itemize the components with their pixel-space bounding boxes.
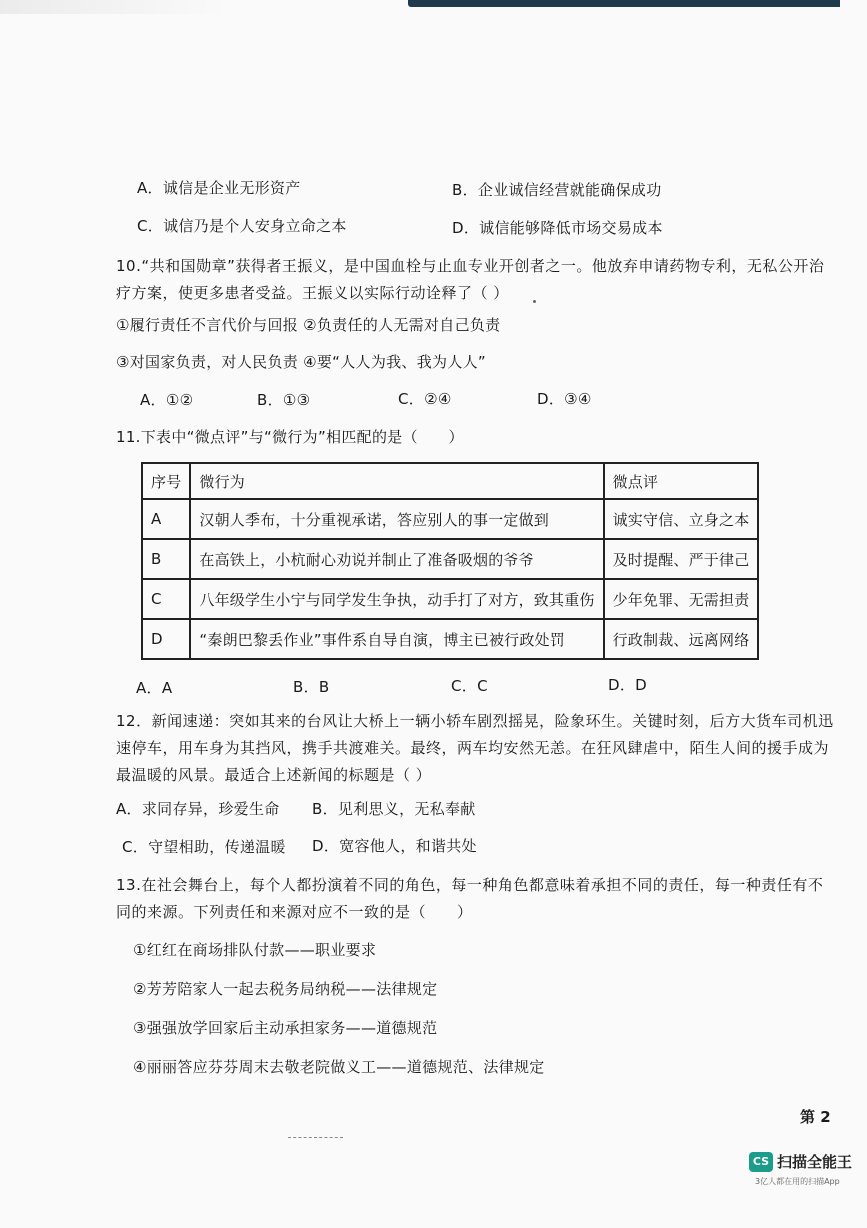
q13-item-4: ④丽丽答应芬芬周末去敬老院做义工——道德规范、法律规定: [133, 1058, 545, 1076]
scan-dashes: [288, 1137, 343, 1138]
header-number: 序号: [142, 463, 190, 499]
q13-item-2: ②芳芳陪家人一起去税务局纳税——法律规定: [133, 980, 438, 998]
q12-option-d: D．宽容他人，和谐共处: [312, 837, 477, 855]
q10-option-d: D．③④: [537, 390, 592, 408]
q11-option-b: B．B: [293, 678, 330, 696]
q9-option-d: D．诚信能够降低市场交易成本: [452, 219, 663, 237]
q13-item-1: ①红红在商场排队付款——职业要求: [133, 941, 377, 959]
header-behavior: 微行为: [190, 463, 603, 499]
q10-stem: 10.“共和国勋章”获得者王振义，是中国血栓与止血专业开创者之一。他放弃申请药物专利，无私公开治疗方案，使更多患者受益。王振义以实际行动诠释了（ ）: [116, 257, 825, 302]
camscanner-logo-icon: CS: [749, 1152, 773, 1172]
table-row: [142, 499, 758, 539]
q11-option-a: A．A: [136, 679, 173, 697]
row-comment: 诚实守信、立身之本: [604, 499, 759, 539]
row-comment: 行政制裁、远离网络: [604, 619, 759, 659]
table-header-row: [142, 463, 758, 499]
q11-table: [141, 462, 759, 660]
q11-option-d: D．D: [608, 676, 648, 694]
watermark-brand: 扫描全能王: [777, 1153, 853, 1171]
q11-stem: 11.下表中“微点评”与“微行为”相匹配的是（ ）: [116, 428, 464, 446]
row-number: D: [142, 619, 190, 659]
q10-option-a: A．①②: [140, 391, 194, 409]
q9-option-a: A．诚信是企业无形资产: [137, 179, 301, 197]
q12-option-b: B．见利思义，无私奉献: [312, 800, 476, 818]
row-number: B: [142, 539, 190, 579]
q12-stem: 12．新闻速递：突如其来的台风让大桥上一辆小轿车剧烈摇晃，险象环生。关键时刻，后方大货车司机迅速停车，用车身为其挡风，携手共渡难关。最终，两车均安然无恙。在狂风肆虐中，陌生人间的援手成为最温暖的风景。最适合上述新闻的标题是（ ）: [116, 712, 834, 784]
scan-speck: [533, 300, 536, 303]
scan-edge-shadow: [0, 0, 230, 14]
row-behavior: 在高铁上，小杭耐心劝说并制止了准备吸烟的爷爷: [190, 539, 603, 579]
scan-edge-bar: [408, 0, 840, 7]
q10-statement-line-1: ①履行责任不言代价与回报 ②负责任的人无需对自己负责: [116, 316, 501, 334]
table-row: [142, 619, 758, 659]
q10-option-b: B．①③: [257, 391, 311, 409]
q9-option-c: C．诚信乃是个人安身立命之本: [137, 217, 347, 235]
row-number: A: [142, 499, 190, 539]
table-row: [142, 579, 758, 619]
row-comment: 少年免罪、无需担责: [604, 579, 759, 619]
row-behavior: “秦朗巴黎丢作业”事件系自导自演，博主已被行政处罚: [190, 619, 603, 659]
page-number: 第 2: [800, 1108, 831, 1126]
row-comment: 及时提醒、严于律己: [604, 539, 759, 579]
q11-option-c: C．C: [451, 677, 488, 695]
q13-item-3: ③强强放学回家后主动承担家务——道德规范: [133, 1019, 438, 1037]
q9-option-b: B．企业诚信经营就能确保成功: [452, 181, 662, 199]
row-behavior: 汉朝人季布，十分重视承诺，答应别人的事一定做到: [190, 499, 603, 539]
watermark-tagline: 3亿人都在用的扫描App: [755, 1177, 840, 1186]
q12-option-c: C．守望相助，传递温暖: [122, 838, 286, 856]
header-comment: 微点评: [604, 463, 759, 499]
row-behavior: 八年级学生小宁与同学发生争执，动手打了对方，致其重伤: [190, 579, 603, 619]
table-row: [142, 539, 758, 579]
row-number: C: [142, 579, 190, 619]
q12-option-a: A．求同存异，珍爱生命: [116, 800, 280, 818]
q10-statement-line-2: ③对国家负责，对人民负责 ④要“人人为我、我为人人”: [116, 353, 487, 371]
q10-option-c: C．②④: [398, 390, 452, 408]
q13-stem: 13.在社会舞台上，每个人都扮演着不同的角色，每一种角色都意味着承担不同的责任，每一种责任有不同的来源。下列责任和来源对应不一致的是（ ）: [116, 876, 824, 921]
